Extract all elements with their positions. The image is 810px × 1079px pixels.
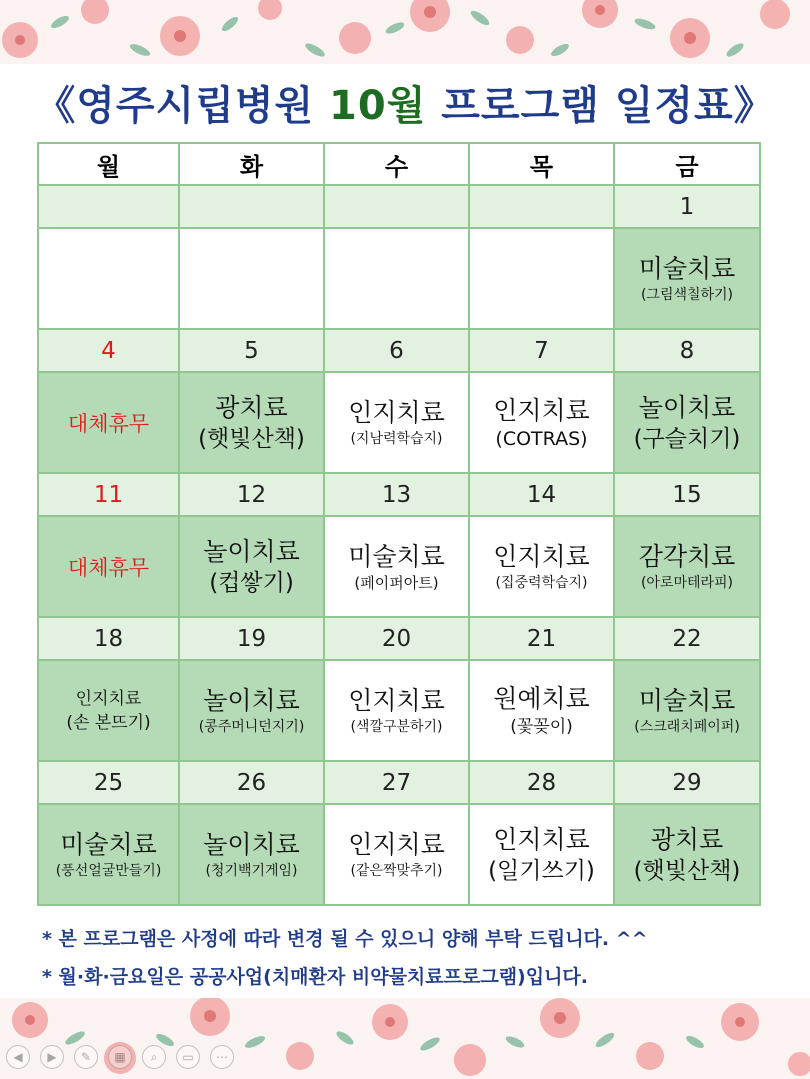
weekday-tue: 화 <box>179 143 324 185</box>
program-cell <box>324 804 469 905</box>
slides-grid-icon[interactable]: ▦ <box>108 1045 132 1069</box>
date-cell: 28 <box>469 761 614 804</box>
program-name: 놀이치료 <box>203 685 300 715</box>
program-name: 인지치료 <box>493 395 590 425</box>
date-row <box>38 473 760 516</box>
program-cell <box>179 372 324 473</box>
weekday-wed: 수 <box>324 143 469 185</box>
date-cell: 14 <box>469 473 614 516</box>
title-month: 10월 <box>329 83 427 129</box>
date-cell: 29 <box>614 761 760 804</box>
program-detail: (같은짝맞추기) <box>350 862 443 879</box>
program-detail: (청기백기게임) <box>205 862 298 879</box>
program-name: 인지치료 <box>493 541 590 571</box>
program-detail: (콩주머니던지기) <box>198 718 305 735</box>
program-cell <box>614 372 760 473</box>
program-cell <box>324 372 469 473</box>
program-detail: (집중력학습지) <box>495 574 588 591</box>
date-cell: 19 <box>179 617 324 660</box>
program-name: 인지치료 <box>348 685 445 715</box>
program-cell <box>469 372 614 473</box>
note-public-program: * 월·화·금요일은 공공사업(치매환자 비약물치료프로그램)입니다. <box>42 966 589 988</box>
date-cell: 22 <box>614 617 760 660</box>
weekday-thu: 목 <box>469 143 614 185</box>
program-row <box>38 804 760 905</box>
date-cell: 25 <box>38 761 179 804</box>
date-cell <box>324 185 469 228</box>
program-name: 인지치료 <box>348 829 445 859</box>
program-cell <box>38 660 179 761</box>
weekday-header-row <box>38 143 760 185</box>
program-detail: (색깔구분하기) <box>350 718 443 735</box>
date-row <box>38 185 760 228</box>
program-row <box>38 228 760 329</box>
program-name: 미술치료 <box>348 541 445 571</box>
program-cell <box>38 804 179 905</box>
program-cell <box>179 660 324 761</box>
date-cell: 6 <box>324 329 469 372</box>
program-cell-empty <box>324 228 469 329</box>
date-cell-holiday: 4 <box>38 329 179 372</box>
program-cell-holiday <box>38 516 179 617</box>
date-cell <box>179 185 324 228</box>
program-cell <box>614 228 760 329</box>
holiday-label: 대체휴무 <box>67 555 150 580</box>
slideshow-toolbar <box>6 1045 234 1071</box>
program-detail: (페이퍼아트) <box>354 573 439 592</box>
program-detail: (컵쌓기) <box>209 569 294 596</box>
program-calendar <box>37 142 761 906</box>
date-cell: 21 <box>469 617 614 660</box>
program-name: 놀이치료 <box>203 829 300 859</box>
note-schedule-change: * 본 프로그램은 사정에 따라 변경 될 수 있으니 양해 부탁 드립니다. ^^ <box>42 928 648 950</box>
date-row <box>38 617 760 660</box>
weekday-mon: 월 <box>38 143 179 185</box>
program-cell-empty <box>38 228 179 329</box>
date-cell: 5 <box>179 329 324 372</box>
program-cell <box>469 660 614 761</box>
date-cell: 1 <box>614 185 760 228</box>
program-cell <box>614 804 760 905</box>
program-cell <box>469 516 614 617</box>
program-cell <box>614 660 760 761</box>
program-cell-holiday <box>38 372 179 473</box>
title-right: 프로그램 일정표》 <box>426 83 775 129</box>
date-row <box>38 761 760 804</box>
program-detail: (꽃꽂이) <box>510 716 573 737</box>
program-name: 미술치료 <box>60 829 157 859</box>
program-name: 미술치료 <box>638 253 736 283</box>
next-slide-icon[interactable]: ▶ <box>40 1045 64 1069</box>
program-name: 원예치료 <box>493 683 590 713</box>
program-detail: (지남력학습지) <box>350 430 443 447</box>
date-cell: 18 <box>38 617 179 660</box>
program-detail: (그림색칠하기) <box>640 286 734 303</box>
program-detail: (COTRAS) <box>495 427 588 450</box>
date-cell: 20 <box>324 617 469 660</box>
pen-icon[interactable]: ✎ <box>74 1045 98 1069</box>
program-row <box>38 516 760 617</box>
program-row <box>38 372 760 473</box>
subtitle-icon[interactable]: ▭ <box>176 1045 200 1069</box>
notes <box>42 922 782 998</box>
date-cell: 26 <box>179 761 324 804</box>
date-cell: 7 <box>469 329 614 372</box>
program-detail: (풍선얼굴만들기) <box>55 862 162 879</box>
program-cell <box>614 516 760 617</box>
program-name: 미술치료 <box>638 685 736 715</box>
date-cell-holiday: 11 <box>38 473 179 516</box>
date-cell <box>38 185 179 228</box>
date-cell: 13 <box>324 473 469 516</box>
program-cell <box>324 660 469 761</box>
program-cell <box>179 804 324 905</box>
program-name: 놀이치료 <box>638 392 736 422</box>
program-detail: (햇빛산책) <box>198 425 305 452</box>
prev-slide-icon[interactable]: ◀ <box>6 1045 30 1069</box>
zoom-icon[interactable]: ⌕ <box>142 1045 166 1069</box>
program-detail: (일기쓰기) <box>488 857 595 884</box>
floral-border-top <box>0 0 810 64</box>
program-detail: (햇빛산책) <box>633 857 741 884</box>
title-left: 《영주시립병원 <box>35 83 330 129</box>
program-name: 인지치료 <box>493 824 590 854</box>
program-cell <box>179 516 324 617</box>
program-name: 감각치료 <box>638 541 736 571</box>
program-name: 인지치료 <box>75 688 142 709</box>
holiday-label: 대체휴무 <box>67 411 150 436</box>
date-cell <box>469 185 614 228</box>
date-cell: 12 <box>179 473 324 516</box>
date-cell: 15 <box>614 473 760 516</box>
program-detail: (손 본뜨기) <box>66 712 151 733</box>
program-cell-empty <box>469 228 614 329</box>
date-cell: 27 <box>324 761 469 804</box>
program-cell <box>324 516 469 617</box>
program-name: 인지치료 <box>348 397 445 427</box>
date-row <box>38 329 760 372</box>
date-cell: 8 <box>614 329 760 372</box>
more-options-icon[interactable]: ⋯ <box>210 1045 234 1069</box>
program-detail: (구슬치기) <box>633 425 741 452</box>
weekday-fri: 금 <box>614 143 760 185</box>
program-cell <box>469 804 614 905</box>
program-detail: (아로마테라피) <box>640 574 734 591</box>
program-row <box>38 660 760 761</box>
program-name: 놀이치료 <box>203 536 300 566</box>
page-title <box>0 74 810 131</box>
program-name: 광치료 <box>650 824 724 854</box>
program-name: 광치료 <box>215 392 288 422</box>
program-detail: (스크래치페이퍼) <box>634 718 740 735</box>
program-cell-empty <box>179 228 324 329</box>
